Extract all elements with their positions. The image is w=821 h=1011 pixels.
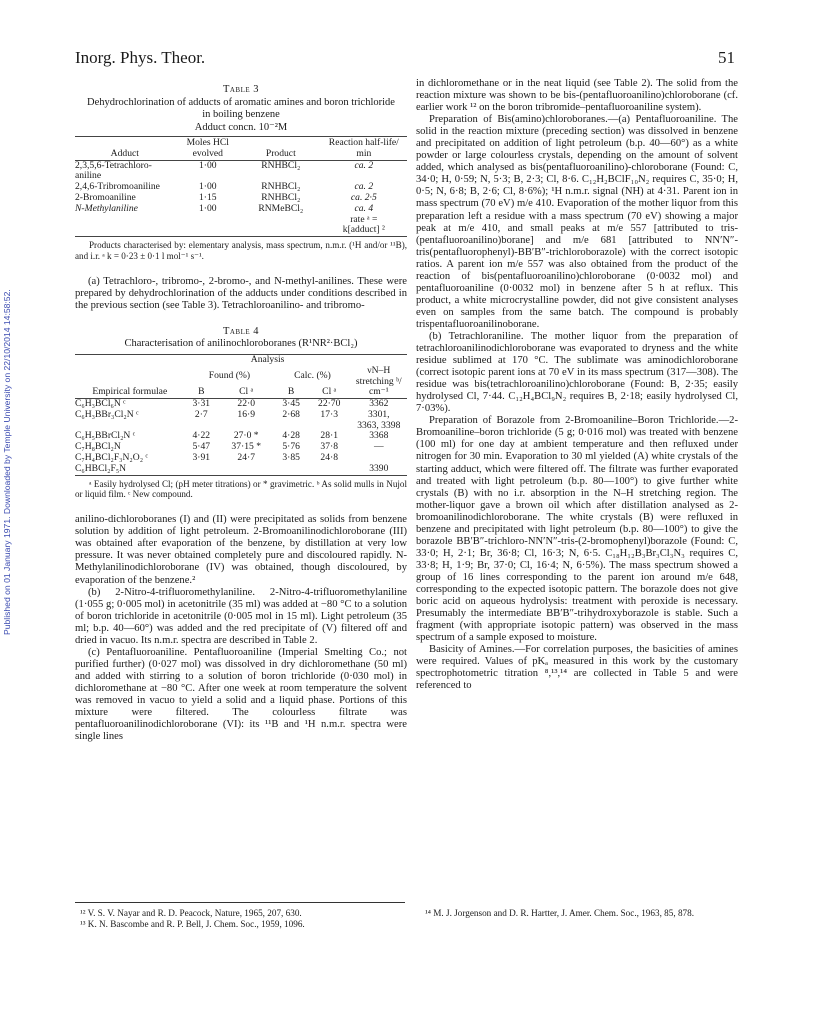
table-cell: 2·7 (194, 408, 208, 420)
table-cell: C₆H₅BBrCl₂N ᶜ (75, 430, 136, 442)
table3-header-adduct: Adduct (110, 147, 139, 159)
table-cell (274, 464, 308, 475)
table3-rate-line: rate ᵃ = (350, 213, 378, 225)
table-cell: 3·85 (282, 452, 300, 464)
table-row (75, 204, 407, 215)
table-cell: 5·76 (282, 441, 300, 453)
table4-header-nh: νN–H stretching ᵇ/ cm⁻¹ (355, 364, 402, 398)
table3-caption: Dehydrochlorination of adducts of aromatic amines and boron trichloride in boiling benzene (87, 96, 395, 120)
sidebar-note-text[interactable]: Published on 01 January 1971. Downloaded by Temple University on 22/10/2014 14:58:52. (2, 289, 12, 635)
right-column (416, 78, 738, 692)
table-cell: 2-Bromoaniline (75, 191, 136, 203)
table4-label: Table 4 (222, 325, 260, 337)
table-cell: C₆H₃BBr₃Cl₂N ᶜ (75, 408, 139, 420)
table-cell: ca. 4 (354, 202, 374, 214)
table-cell: 1·15 (198, 191, 217, 203)
table-cell: 24·8 (320, 452, 339, 464)
table4-header-found: Found (%) (208, 369, 251, 381)
table4-header-empirical: Empirical formulae (92, 386, 168, 398)
table-cell: 3·45 (282, 398, 300, 410)
table-cell: 3301, 3363, 3398 (357, 408, 401, 431)
table-row (75, 160, 407, 182)
table-cell: ca. 2 (354, 159, 374, 171)
left-para-1: (a) Tetrachloro-, tribromo-, 2-bromo-, and N-methyl-anilines. These were prepared by dehydrochlorination of the adducts under conditions described in the previous section (see Table 3). Tetrachloroanilino- and tribromo- (75, 275, 407, 311)
table-cell: 1·00 (198, 202, 217, 214)
table-cell: C₇H₄BCl₂F₃N₂O₂ ᶜ (75, 452, 148, 464)
table-cell: 16·9 (237, 408, 255, 420)
table-cell: 37·15 * (231, 441, 261, 453)
journal-header: Inorg. Phys. Theor. (75, 48, 206, 67)
footnote-divider (75, 902, 405, 903)
table-cell: ca. 2·5 (350, 191, 377, 203)
table-cell: C₆HBCl₂F₅N (75, 462, 127, 474)
table4 (75, 354, 407, 476)
left-para-2: anilino-dichloroboranes (I) and (II) were precipitated as solids from benzene solution by addition of light petroleum. 2-Bromoanilinodichloroborane (III) was obtained after evaporation of the benzene, by distillation at very low pressure. It was never obtained completely pure and discoloured rapidly. N-Methylanilinodichloroborane (IV) was obtained, though discoloured, by evaporation of the benzene.² (75, 514, 407, 586)
right-para-2: Preparation of Bis(amino)chloroboranes.—(a) Pentafluoroaniline. The solid in the reaction mixture (preceding section) was dissolved in benzene and precipitated on addition of light petroleum (b.p. 40—60°) as a white powder or large colourless crystals, depending on the amount of solvent added, which analysed as bis(pentafluoroanilino)-chloroborane (Found: C, 34·0; H, 0·59; N, 5·3; B, 2·3; Cl, 8·6. C₁₂H₂BClF₁₀N₂ requires C, 35·0; H, 0·5; N, 6·8; B, 2·6; Cl, 8·6%); ¹H n.m.r. signal (NH) at 4·31. Parent ion in mass spectrum (70 eV) m/e 410. Evaporation of the mother liquor from this preparation left a residue with a mass spectrum (70 eV) showing a major peak at m/e 410, and small peaks at m/e 557 [attributed to tris-(pentafluoroanilino)borane] and m/e 681 [attributed to NN′N″-tris(pentafluorophenyl)-BB′B″-trichloroborazole) with the correct isotopic ratios. A parent ion m/e 557 was also obtained from the product of the reaction of bis(pentafluoroanilino)chloroborane (0·0032 mol) and pentafluoroaniline (0·0032 mol) in benzene after 5 h at reflux. This product, a white microcrystalline powder, did not give consistent analyses even on samples from the same batch. The compound is probably trispentafluoroanilinoborane. (416, 114, 738, 330)
table-cell: 5·47 (192, 441, 211, 453)
table-cell: 2·68 (282, 408, 300, 420)
table-cell (218, 464, 274, 475)
table-cell: 2,4,6-Tribromoaniline (75, 181, 160, 193)
table-cell: — (373, 441, 384, 453)
table-cell: RNHBCl₂ (261, 181, 301, 193)
footnote-12: ¹² V. S. V. Nayar and R. D. Peacock, Nature, 1965, 207, 630. (80, 908, 302, 918)
left-para-4: (c) Pentafluoroaniline. Pentafluoroaniline (Imperial Smelting Co.; not purified further) (0·027 mol) was dissolved in dry dichloromethane (50 ml) and added with stirring to a solution of boron trichloride (0·030 mol) in dichloromethane at −80 °C. After one week at room temperature the solvent was removed in vacuo to yield a solid and a liquid phase. Portions of this mixture were filtered. The colourless filtrate was pentafluoroanilinodichloroborane (VI): its ¹¹B and ¹H n.m.r. spectra were single lines (75, 646, 407, 743)
table-cell: 28·1 (320, 430, 339, 442)
table-cell: 3·91 (192, 452, 211, 464)
table3-header-halflife: Reaction half-life/ min (328, 137, 399, 159)
table-cell: 4·28 (282, 430, 300, 442)
right-para-5: Basicity of Amines.—For correlation purposes, the basicities of amines were required. Values of pKₐ measured in this work by the customary spectrophotometric titration ⁸,¹³,¹⁴ are collected in Table 5 and were referenced to (416, 644, 738, 692)
table-row (75, 464, 407, 475)
table3-rate-line-2: k[adduct] ² (342, 224, 385, 236)
table-cell: 2,3,5,6-Tetrachloro-aniline (75, 159, 152, 182)
table-cell: RNMeBCl₂ (258, 202, 304, 214)
table4-header-b: B (287, 386, 295, 398)
right-para-1: in dichloromethane or in the neat liquid (see Table 2). The solid from the reaction mixture was shown to be bis-(pentafluoroanilino)chloroborane (cf. earlier work ¹² on the boron tribromide–pentafluoroaniline system). (416, 78, 738, 114)
footnote-14: ¹⁴ M. J. Jorgenson and D. R. Hartter, J. Amer. Chem. Soc., 1963, 85, 878. (425, 908, 695, 918)
table-row (75, 410, 407, 432)
table4-header-cl: Cl ᵃ (322, 386, 337, 398)
table4-caption: Characterisation of anilinochloroboranes (R¹NR²·BCl₂) (124, 338, 358, 350)
table3-header-hcl: Moles HCl evolved (186, 137, 229, 159)
table-cell (308, 464, 351, 475)
table3-concentration: Adduct concn. 10⁻²M (194, 121, 288, 133)
table4-note: ᵃ Easily hydrolysed Cl; (pH meter titrations) or * gravimetric. ᵇ As solid mulls in Nujol or liquid film. ᶜ New compound. (75, 478, 407, 500)
table-cell: C₆H₃BCl₆N ᶜ (75, 398, 126, 410)
footnotes-left (80, 908, 410, 930)
table-cell: 1·00 (198, 181, 217, 193)
table-cell: 3368 (369, 430, 389, 442)
table-cell: 27·0 * (233, 430, 259, 442)
table-cell: 1·00 (198, 159, 217, 171)
sidebar-publication-note[interactable] (2, 205, 16, 635)
table-cell: RNHBCl₂ (261, 191, 301, 203)
table-cell: N-Methylaniline (75, 202, 138, 214)
table-cell: 4·22 (192, 430, 211, 442)
table-cell: RNHBCl₂ (261, 159, 301, 171)
table3-label: Table 3 (222, 84, 260, 95)
table-cell (185, 464, 219, 475)
page-number: 51 (718, 48, 735, 67)
table4-header-calc: Calc. (%) (294, 369, 331, 381)
table-cell: 3·31 (192, 398, 211, 410)
table-cell: 22·0 (237, 398, 255, 410)
right-para-3: (b) Tetrachloraniline. The mother liquor from the preparation of tetrachloroanilinodichloroborane was evaporated to dryness and the white residue sublimed at 170 °C. The sublimate was aminodichloroborane (correct isotopic parent ions at 70 eV in its mass spectrum (317—308). The residue was bis(tetrachloroanilino)chloroborane (Found: B, 2·35; easily hydrolysed Cl, 7·44. C₁₂H₄BCl₉N₂ requires B, 2·18; easily hydrolysed Cl, 7·03%). (416, 330, 738, 415)
table-cell: C₇H₈BCl₂N (75, 441, 121, 453)
table-cell: 3390 (369, 462, 389, 474)
table4-analysis-header: Analysis (250, 353, 285, 365)
table-cell: 3362 (369, 398, 389, 410)
table-cell: 17·3 (320, 408, 339, 420)
footnotes-right (425, 908, 740, 919)
table-cell: ca. 2 (354, 181, 374, 193)
left-column (75, 84, 407, 743)
table-cell: 37·8 (320, 441, 339, 453)
left-para-3: (b) 2-Nitro-4-trifluoromethylaniline. 2-Nitro-4-trifluoromethylaniline (1·055 g; 0·005 mol) in acetonitrile (35 ml) was added at −80 °C to a solution of boron trichloride in acetonitrile (0·005 mol in 15 ml). Light petroleum (35 ml; b.p. 40—60°) was added and the red precipitate of (V) filtered off and dried in vacuo. Its n.m.r. spectra are described in Table 2. (75, 586, 407, 646)
table-cell: 24·7 (237, 452, 255, 464)
table-cell: 22·70 (318, 398, 341, 410)
table4-header-cl: Cl ᵃ (239, 386, 254, 398)
footnote-13: ¹³ K. N. Bascombe and R. P. Bell, J. Chem. Soc., 1959, 1096. (80, 919, 305, 929)
right-para-4: Preparation of Borazole from 2-Bromoaniline–Boron Trichloride.—2-Bromoaniline–boron trichloride (5 g; 0·016 mol) was treated with benzene (100 ml) for one day at ambient temperature and then refluxed under nitrogen for 30 min. Evaporation to 30 ml yielded (A) white crystals of the starting adduct, which were filtered off. The filtrate was further evaporated and treated with light petroleum (b.p. 80—100°) to give further white crystals (B) with no i.r. absorption in the N–H stretching region. The mother-liquor gave a brown oil which after distillation analysed as 2-bromoanilinodichloroborane. The white crystals (B) were refluxed in benzene and precipitated with light petroleum (b.p. 80—100°) to give the borazole BB′B″-trichloro-NN′N″-tris-(2-bromophenyl)borazole (Found: C, 33·0; H, 2·1; Br, 36·8; Cl, 16·3; N, 6·5. C₁₈H₁₂B₃Br₃Cl₃N₃ requires C, 33·8; H, 1·9; Br, 37·0; Cl, 16·4; N, 6·5%). The mass spectrum showed a group of 16 lines corresponding to the parent ion around m/e 648, corresponding to the expected isotopic pattern. The borazole does not give boric acid on aqueous hydrolysis: treatment with peroxide is necessary. Presumably the intermediate BB′B″-trihydroxyborazole is stable. Such a fragment (with appropriate isotopic pattern) was observed in the mass spectrum of a sample exposed to moisture. (416, 415, 738, 644)
table3-header-product: Product (265, 147, 296, 159)
table3-note: Products characterised by: elementary analysis, mass spectrum, n.m.r. (¹H and/or ¹¹B), and i.r. ᵃ k = 0·23 ± 0·1 l mol⁻¹ s⁻¹. (75, 240, 407, 261)
table-row (75, 225, 407, 236)
table4-header-b: B (198, 386, 205, 398)
table3 (75, 136, 407, 237)
